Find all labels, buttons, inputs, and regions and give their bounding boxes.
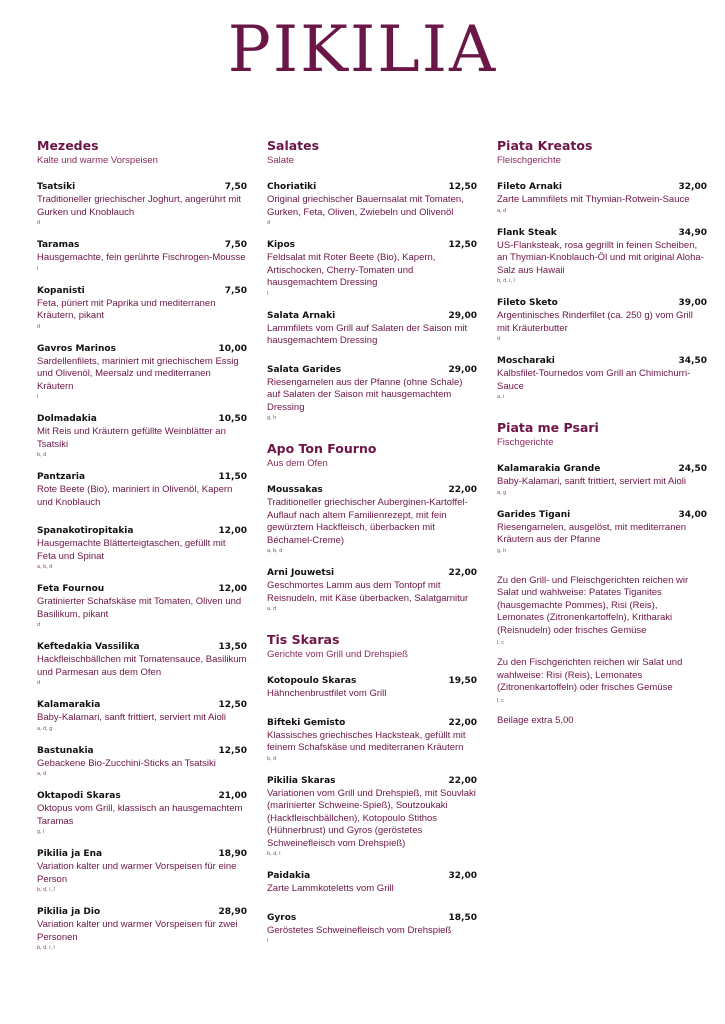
menu-item xyxy=(37,906,247,952)
dish-description: Geschmortes Lamm aus dem Tontopf mit Reisnudeln, mit Käse überbacken, Salatgarnitur xyxy=(267,580,469,604)
dish-name: Salata Garides xyxy=(267,364,342,375)
dish-price: 34,50 xyxy=(678,356,707,366)
dish-price: 10,00 xyxy=(218,343,247,354)
dish-price: 12,50 xyxy=(448,182,477,192)
section-title: Tis Skaras xyxy=(267,632,340,647)
section-subtitle: Salate xyxy=(267,155,294,166)
dish-price: 12,50 xyxy=(448,240,477,250)
dish-price: 12,00 xyxy=(218,584,247,594)
dish-price: 22,00 xyxy=(448,485,477,495)
dish-price: 29,00 xyxy=(448,364,477,375)
menu-item xyxy=(37,239,247,273)
menu-item xyxy=(37,848,247,894)
dish-name: Spanakotiropitakia xyxy=(37,526,134,536)
dish-price: 32,00 xyxy=(448,871,477,881)
dish-price: 21,00 xyxy=(218,791,247,801)
menu-section xyxy=(267,137,477,422)
dish-description: Klassisches griechisches Hacksteak, gefüllt mit feinem Schafskäse und mediterranen Kräutern xyxy=(267,729,466,753)
restaurant-logo: PIKILIA xyxy=(227,13,498,87)
menu-section xyxy=(37,137,247,952)
dish-description: Hausgemachte, fein gerührte Fischrogen-Mousse xyxy=(37,252,246,263)
menu-item-header xyxy=(37,848,247,861)
menu-item-header xyxy=(267,364,477,377)
menu-column-1 xyxy=(37,137,247,966)
menu-item xyxy=(37,343,247,402)
dish-description: Hackfleischbällchen mit Tomatensauce, Basilikum und Parmesan aus dem Ofen xyxy=(37,654,247,678)
dish-price: 12,00 xyxy=(218,526,247,536)
dish-description: US-Flanksteak, rosa gegrillt in feinen Scheiben, an Thymian-Knoblauch-Öl und mit original Aloha-Salz aus Hawaii xyxy=(497,239,704,276)
side-dish-notes xyxy=(497,575,707,705)
dish-description: Oktopus vom Grill, klassisch an hausgemachtem Taramas xyxy=(37,803,243,827)
menu-item-header xyxy=(267,484,477,497)
menu-item xyxy=(37,525,247,571)
menu-column-2 xyxy=(267,137,477,959)
dish-price: 22,00 xyxy=(448,775,477,786)
dish-price: 18,50 xyxy=(448,912,477,923)
dish-description: Argentinisches Rinderfilet (ca. 250 g) vom Grill mit Kräuterbutter xyxy=(497,310,693,334)
side-dish-note-code: l, c xyxy=(497,697,505,704)
menu-item-header xyxy=(267,717,477,730)
menu-item-header xyxy=(497,181,707,194)
dish-description: Original griechischer Bauernsalat mit Tomaten, Gurken, Feta, Oliven, Zwiebeln und Olivenöl xyxy=(267,194,464,218)
dish-name: Moscharaki xyxy=(497,356,555,366)
section-subtitle: Kalte und warme Vorspeisen xyxy=(37,155,158,166)
allergen-codes: g, h xyxy=(267,415,277,421)
dish-name: Kalamarakia Grande xyxy=(497,464,601,474)
dish-description: Feta, püriert mit Paprika und mediterranen Kräutern, pikant xyxy=(37,297,216,321)
dish-price: 7,50 xyxy=(224,285,247,296)
dish-description: Hähnchenbrustfilet vom Grill xyxy=(267,688,387,699)
menu-item xyxy=(267,717,477,763)
section-subtitle: Fleischgerichte xyxy=(497,155,561,166)
dish-description: Variation kalter und warmer Vorspeisen für zwei Personen xyxy=(37,919,238,943)
menu-item xyxy=(497,181,707,215)
menu-item xyxy=(37,641,247,687)
dish-description: Mit Reis und Kräutern gefüllte Weinblätter an Tsatsiki xyxy=(37,426,226,450)
dish-name: Flank Steak xyxy=(497,227,557,238)
allergen-codes: i xyxy=(37,265,39,272)
menu-item-header xyxy=(37,413,247,426)
allergen-codes: a, b, d xyxy=(267,548,283,554)
menu-item-header xyxy=(497,509,707,522)
allergen-codes: b, d, i, l xyxy=(37,945,55,951)
menu-item xyxy=(37,413,247,459)
side-dish-note: Zu den Grill- und Fleischgerichten reichen wir Salat und wahlweise: Patates Tiganites (hausgemachte Pommes), Risi (Reis), Lemonates (Zitronenkartoffeln), Kritharaki (Reisnudeln) oder frisches Gemüse xyxy=(497,574,689,636)
menu-item-header xyxy=(37,471,247,484)
menu-item-header xyxy=(497,227,707,240)
section-title: Piata me Psari xyxy=(497,420,599,435)
section-title: Piata Kreatos xyxy=(497,138,593,153)
dish-description: Traditioneller griechischer Auberginen-Kartoffel-Auflauf nach altem Familienrezept, mit fein gewürztem Hackfleisch, überbacken mit Béchamel-Creme) xyxy=(267,497,468,546)
menu-item xyxy=(37,181,247,227)
allergen-codes xyxy=(267,896,477,900)
side-dish-note-code: l, c xyxy=(497,640,505,646)
menu-item xyxy=(267,310,477,352)
dish-description: Zarte Lammfilets mit Thymian-Rotwein-Sauce xyxy=(497,194,690,205)
allergen-codes: b, d, i, l xyxy=(37,887,55,893)
dish-price: 24,50 xyxy=(678,464,707,474)
menu-item-header xyxy=(497,297,707,310)
allergen-codes: a, d xyxy=(497,207,507,214)
dish-description: Baby-Kalamari, sanft frittiert, serviert mit Aioli xyxy=(497,476,686,487)
menu-item-header xyxy=(267,310,477,323)
allergen-codes: a, i xyxy=(497,394,505,400)
dish-name: Paidakia xyxy=(267,871,311,881)
dish-description: Riesengarnelen aus der Pfanne (ohne Schale) auf Salaten der Saison mit hausgemachtem Dressing xyxy=(267,376,463,413)
menu-item-header xyxy=(267,239,477,252)
menu-item-header xyxy=(37,181,247,194)
dish-name: Salata Arnaki xyxy=(267,310,336,321)
dish-price: 29,00 xyxy=(448,310,477,321)
dish-price: 34,90 xyxy=(678,227,707,238)
menu-item-header xyxy=(37,583,247,596)
dish-name: Pikilia Skaras xyxy=(267,775,336,786)
dish-price: 32,00 xyxy=(678,182,707,192)
menu-section xyxy=(267,440,477,613)
menu-item xyxy=(267,181,477,227)
allergen-codes: d xyxy=(37,622,41,628)
menu-item xyxy=(37,583,247,629)
allergen-codes: i xyxy=(37,394,39,400)
dish-name: Pikilia ja Dio xyxy=(37,907,101,917)
allergen-codes: g, h xyxy=(497,547,507,554)
dish-description: Hausgemachte Blätterteigtaschen, gefüllt mit Feta und Spinat xyxy=(37,538,226,562)
allergen-codes: l xyxy=(267,938,269,944)
menu-item xyxy=(37,285,247,331)
dish-description: Geröstetes Schweinefleisch vom Drehspieß xyxy=(267,924,452,936)
dish-description: Feldsalat mit Roter Beete (Bio), Kapern, Artischocken, Cherry-Tomaten und hausgemachtem Dressing xyxy=(267,252,436,288)
dish-price: 22,00 xyxy=(448,717,477,728)
dish-price: 22,00 xyxy=(448,568,477,578)
menu-item-header xyxy=(37,525,247,538)
allergen-codes: d xyxy=(37,220,41,226)
menu-item xyxy=(37,699,247,733)
dish-price: 18,90 xyxy=(218,849,247,859)
allergen-codes: l xyxy=(267,290,269,297)
menu-item-header xyxy=(267,181,477,194)
dish-price: 12,50 xyxy=(218,700,247,710)
menu-item xyxy=(267,364,477,423)
dish-description: Lammfilets vom Grill auf Salaten der Saison mit hausgemachtem Dressing xyxy=(267,322,468,346)
dish-price: 7,50 xyxy=(224,240,247,250)
allergen-codes xyxy=(37,509,247,513)
dish-name: Tsatsiki xyxy=(37,182,76,192)
menu-item xyxy=(267,484,477,555)
dish-description: Variation kalter und warmer Vorspeisen für eine Person xyxy=(37,861,237,885)
menu-item xyxy=(497,355,707,401)
menu-item xyxy=(497,509,707,555)
dish-name: Bastunakia xyxy=(37,745,94,756)
menu-section xyxy=(267,631,477,945)
allergen-codes: b, d xyxy=(267,755,277,762)
menu-item xyxy=(37,471,247,513)
dish-price: 11,50 xyxy=(218,472,247,482)
menu-item-header xyxy=(37,906,247,919)
dish-description: Traditioneller griechischer Joghurt, angerührt mit Gurken und Knoblauch xyxy=(37,194,241,218)
dish-description: Sardellenfilets, mariniert mit griechischem Essig und Olivenöl, Meersalz und mediterranen Kräutern xyxy=(37,355,239,392)
menu-item xyxy=(267,675,477,705)
section-title: Apo Ton Fourno xyxy=(267,441,377,456)
dish-name: Kotopoulo Skaras xyxy=(267,676,357,686)
dish-name: Kalamarakia xyxy=(37,700,101,710)
menu-item-header xyxy=(37,343,247,356)
menu-item-header xyxy=(497,463,707,476)
menu-column-3 xyxy=(497,137,707,727)
dish-name: Garides Tigani xyxy=(497,509,571,520)
dish-description: Rote Beete (Bio), mariniert in Olivenöl, Kapern und Knoblauch xyxy=(37,484,233,508)
menu-item-header xyxy=(267,870,477,883)
section-subtitle: Aus dem Ofen xyxy=(267,458,328,469)
section-subtitle: Fischgerichte xyxy=(497,437,554,448)
dish-name: Keftedakia Vassilika xyxy=(37,642,140,652)
dish-name: Fileto Arnaki xyxy=(497,182,562,192)
dish-name: Feta Fournou xyxy=(37,584,105,594)
menu-item xyxy=(497,227,707,286)
dish-name: Oktapodi Skaras xyxy=(37,791,121,801)
section-title: Salates xyxy=(267,138,320,153)
extra-side-price: Beilage extra 5,00 xyxy=(497,714,574,726)
dish-name: Pantzaria xyxy=(37,472,86,482)
dish-description: Zarte Lammkoteletts vom Grill xyxy=(267,883,394,894)
section-title: Mezedes xyxy=(37,138,99,153)
menu-item-header xyxy=(497,355,707,368)
menu-item-header xyxy=(37,641,247,654)
menu-item-header xyxy=(37,285,247,298)
dish-description: Baby-Kalamari, sanft frittiert, serviert mit Aioli xyxy=(37,712,226,723)
menu-item xyxy=(497,463,707,497)
side-dish-note: Zu den Fischgerichten reichen wir Salat und wahlweise: Risi (Reis), Lemonates (Zitronenkartoffeln) oder frisches Gemüse xyxy=(497,657,683,693)
allergen-codes: a, d, g xyxy=(37,725,53,732)
allergen-codes: b, d xyxy=(37,452,47,458)
menu-item xyxy=(497,297,707,343)
dish-description: Variationen vom Grill und Drehspieß, mit Souvlaki (marinierter Schweine-Spieß), Soutzoukaki (Hackfleischbällchen), Kotopoulo Stithos (Hühnerbrust) und Gyros (geröstetes Schweinefleisch vom Drehspieß) xyxy=(267,787,476,849)
section-subtitle: Gerichte vom Grill und Drehspieß xyxy=(267,649,408,660)
menu-item xyxy=(267,870,477,900)
dish-price: 28,90 xyxy=(218,907,247,917)
dish-price: 19,50 xyxy=(448,676,477,686)
dish-price: 7,50 xyxy=(224,182,247,192)
menu-item-header xyxy=(267,775,477,788)
allergen-codes: g, i xyxy=(37,829,45,835)
dish-name: Choriatiki xyxy=(267,182,317,192)
allergen-codes: b, d, i, l xyxy=(497,278,515,284)
menu-item-header xyxy=(37,239,247,252)
menu-item-header xyxy=(267,567,477,580)
dish-name: Moussakas xyxy=(267,485,323,495)
dish-name: Fileto Sketo xyxy=(497,298,558,308)
allergen-codes xyxy=(267,701,477,705)
menu-item-header xyxy=(267,675,477,688)
menu-item xyxy=(37,745,247,779)
menu-item-header xyxy=(267,912,477,925)
menu-section xyxy=(497,419,707,555)
dish-name: Arni Jouwetsi xyxy=(267,568,335,578)
dish-name: Gyros xyxy=(267,912,297,923)
dish-price: 13,50 xyxy=(218,642,247,652)
dish-price: 34,00 xyxy=(678,509,707,520)
dish-description: Gebackene Bio-Zucchini-Sticks an Tsatsiki xyxy=(37,757,216,769)
allergen-codes: a, d xyxy=(37,771,47,777)
menu-item xyxy=(37,790,247,836)
allergen-codes: d xyxy=(267,220,271,226)
dish-description: Kalbsfilet-Tournedos vom Grill an Chimichurri-Sauce xyxy=(497,368,691,392)
dish-name: Gavros Marinos xyxy=(37,343,116,354)
dish-name: Kipos xyxy=(267,240,296,250)
allergen-codes: a, d xyxy=(267,606,277,612)
menu-item xyxy=(267,239,477,298)
dish-name: Kopanisti xyxy=(37,285,85,296)
dish-price: 10,50 xyxy=(218,414,247,424)
menu-item xyxy=(267,912,477,946)
allergen-codes: d xyxy=(37,323,41,330)
dish-name: Pikilia ja Ena xyxy=(37,849,103,859)
dish-name: Dolmadakia xyxy=(37,414,97,424)
menu-item xyxy=(267,775,477,859)
menu-item-header xyxy=(37,745,247,758)
menu-item-header xyxy=(37,699,247,712)
dish-name: Bifteki Gemisto xyxy=(267,717,346,728)
allergen-codes: b, d, l xyxy=(267,851,281,857)
menu-section xyxy=(497,137,707,401)
allergen-codes: a, g xyxy=(497,489,507,496)
menu-item-header xyxy=(37,790,247,803)
dish-description: Gratinierter Schafskäse mit Tomaten, Oliven und Basilikum, pikant xyxy=(37,596,242,620)
allergen-codes: a, b, d xyxy=(37,564,53,570)
dish-name: Taramas xyxy=(37,240,80,250)
allergen-codes: d xyxy=(497,336,501,342)
allergen-codes: d xyxy=(37,680,41,686)
menu-item xyxy=(267,567,477,613)
allergen-codes xyxy=(267,348,477,352)
dish-price: 12,50 xyxy=(218,745,247,756)
dish-price: 39,00 xyxy=(678,298,707,308)
dish-description: Riesengarnelen, ausgelöst, mit mediterranen Kräutern aus der Pfanne xyxy=(497,521,687,545)
